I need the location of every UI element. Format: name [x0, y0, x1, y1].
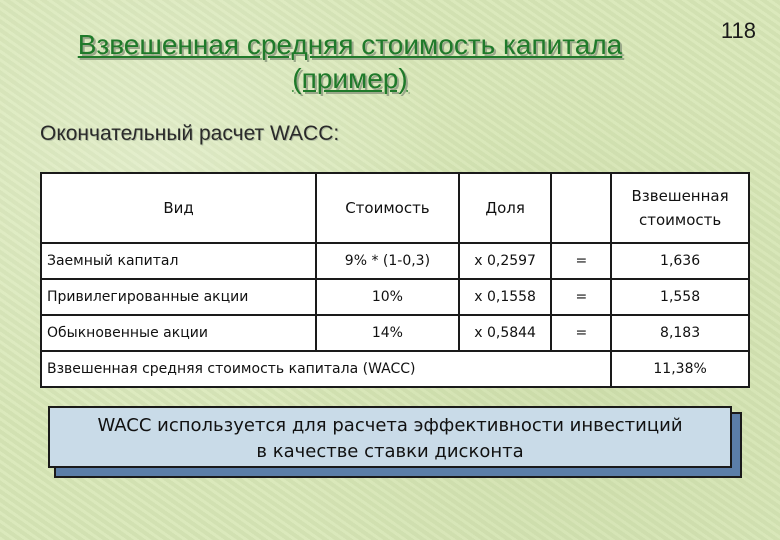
cell-eq: =	[551, 243, 611, 279]
header-weighted-line-1: Взвешенная	[631, 187, 729, 205]
header-type: Вид	[41, 173, 316, 243]
wacc-table	[40, 172, 750, 388]
cell-share: х 0,1558	[459, 279, 552, 315]
page-title	[40, 28, 660, 96]
note-line-1: WACC используется для расчета эффективности инвестиций	[97, 415, 683, 436]
total-label: Взвешенная средняя стоимость капитала (WACC)	[41, 351, 611, 387]
table-total-row	[41, 351, 749, 387]
note-box	[48, 406, 732, 468]
title-line-1: Взвешенная средняя стоимость капитала	[77, 29, 623, 60]
cell-eq: =	[551, 279, 611, 315]
cell-weighted: 1,636	[611, 243, 749, 279]
cell-weighted: 8,183	[611, 315, 749, 351]
header-weighted-line-2: стоимость	[638, 211, 722, 229]
note-line-2: в качестве ставки дисконта	[256, 441, 524, 462]
cell-type: Привилегированные акции	[41, 279, 316, 315]
cell-share: х 0,5844	[459, 315, 552, 351]
header-weighted	[611, 173, 749, 243]
cell-type: Обыкновенные акции	[41, 315, 316, 351]
table-header-row	[41, 173, 749, 243]
cell-eq: =	[551, 315, 611, 351]
table-row	[41, 315, 749, 351]
table-row	[41, 243, 749, 279]
cell-cost: 9% * (1-0,3)	[316, 243, 459, 279]
cell-type: Заемный капитал	[41, 243, 316, 279]
header-share: Доля	[459, 173, 552, 243]
total-value: 11,38%	[611, 351, 749, 387]
cell-cost: 14%	[316, 315, 459, 351]
slide-number: 118	[720, 18, 756, 43]
cell-weighted: 1,558	[611, 279, 749, 315]
title-line-2: (пример)	[292, 63, 408, 94]
cell-cost: 10%	[316, 279, 459, 315]
cell-share: х 0,2597	[459, 243, 552, 279]
header-cost: Стоимость	[316, 173, 459, 243]
header-eq	[551, 173, 611, 243]
table-row	[41, 279, 749, 315]
subtitle: Окончательный расчет WACC:	[40, 122, 340, 145]
